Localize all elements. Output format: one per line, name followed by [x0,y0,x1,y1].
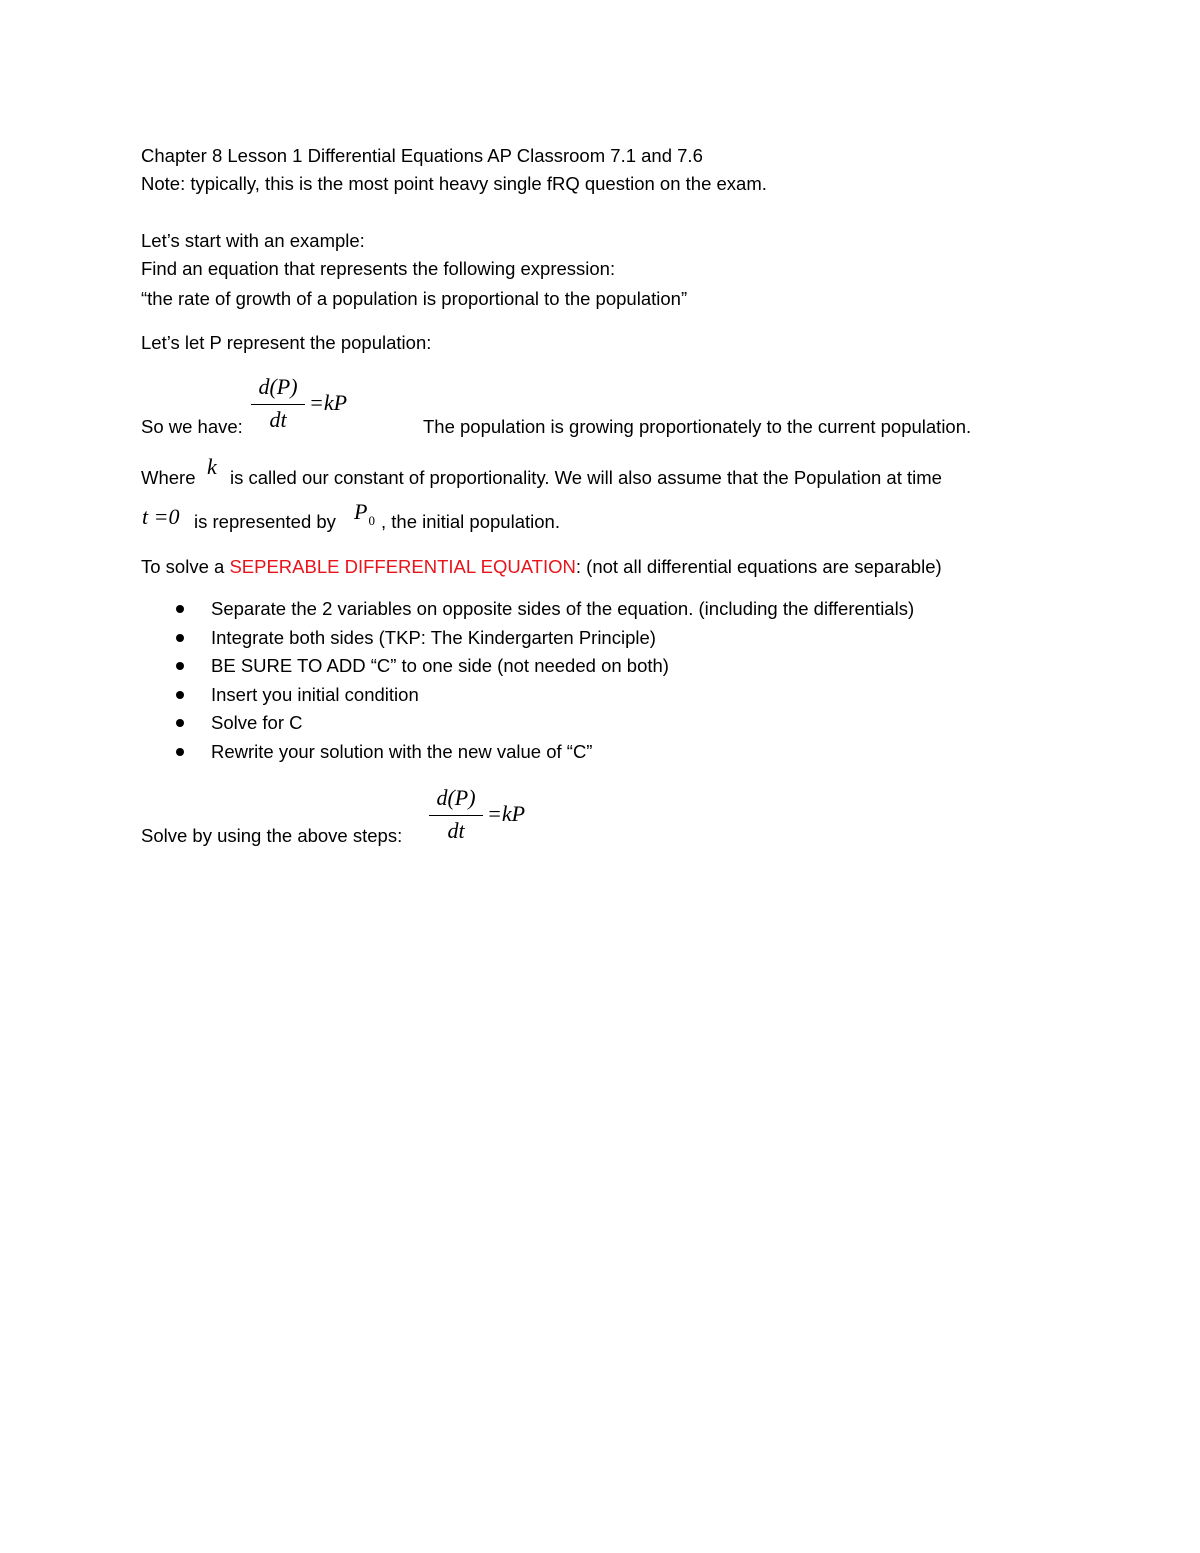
step-text: Separate the 2 variables on opposite sides of the equation. (including the differentials) [211,598,915,619]
document-title: Chapter 8 Lesson 1 Differential Equations AP Classroom 7.1 and 7.6 [141,145,703,166]
solve-prefix: To solve a [141,556,225,577]
represented-by-text: is represented by [194,511,336,532]
separable-instruction [141,556,942,578]
population-growing-statement: The population is growing proportionately to the current population. [423,416,972,437]
bullet-icon [176,719,184,727]
bullet-icon [176,634,184,642]
bullet-icon [176,662,184,670]
solve-using-steps-label: Solve by using the above steps: [141,825,403,846]
initial-subscript: 0 [368,513,375,528]
solve-suffix: : (not all differential equations are separable) [575,556,942,577]
equation-denominator: dt [447,818,465,843]
list-item [141,598,914,627]
step-text: Rewrite your solution with the new value of “C” [211,740,593,762]
equation-rhs: =kP [309,390,348,415]
equation-rhs: =kP [487,801,526,826]
constant-k: k [207,454,217,479]
bullet-icon [176,691,184,699]
where-label: Where [141,467,196,488]
list-item [141,741,914,770]
equation-denominator: dt [269,407,287,432]
step-text: BE SURE TO ADD “C” to one side (not needed on both) [211,655,669,677]
example-intro: Let’s start with an example: [141,230,365,251]
fraction-bar [251,404,305,405]
initial-symbol: P [354,499,368,524]
bullet-icon [176,748,184,756]
initial-population-symbol [354,499,375,528]
constant-description: is called our constant of proportionality. We will also assume that the Population at time [230,467,942,488]
step-text: Integrate both sides (TKP: The Kindergarten Principle) [211,626,656,648]
so-we-have-label: So we have: [141,416,243,437]
find-equation-prompt: Find an equation that represents the following expression: [141,258,616,279]
step-text: Insert you initial condition [211,683,419,705]
time-zero-equation: t =0 [142,504,180,529]
exam-note: Note: typically, this is the most point heavy single fRQ question on the exam. [141,173,767,194]
list-item [141,712,914,741]
list-item [141,655,914,684]
population-quote: “the rate of growth of a population is proportional to the population” [141,288,688,309]
initial-population-text: , the initial population. [381,511,560,532]
list-item [141,684,914,713]
steps-list [141,598,914,770]
bullet-icon [176,605,184,613]
fraction-bar [429,815,483,816]
list-item [141,627,914,656]
equation-numerator: d(P) [436,785,476,810]
let-p-statement: Let’s let P represent the population: [141,332,432,353]
equation-numerator: d(P) [258,374,298,399]
separable-highlight: SEPERABLE DIFFERENTIAL EQUATION [229,556,576,577]
step-text: Solve for C [211,712,303,734]
